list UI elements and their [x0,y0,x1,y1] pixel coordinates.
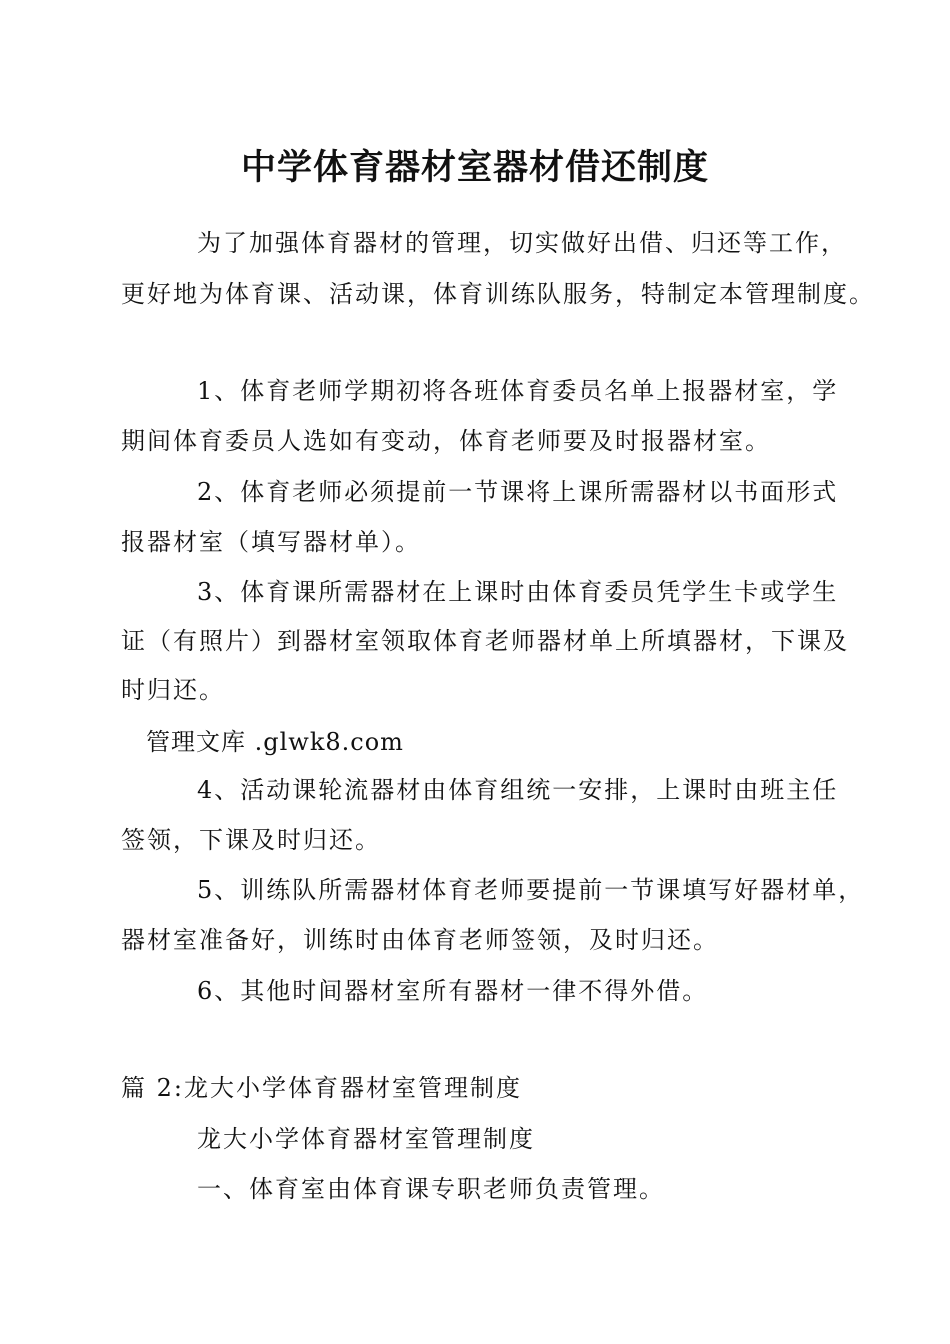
rule-5-line-2: 器材室准备好，训练时由体育老师签领，及时归还。 [121,926,719,954]
rule-2-line-1: 2、体育老师必须提前一节课将上课所需器材以书面形式 [197,478,839,506]
intro-line-2: 更好地为体育课、活动课，体育训练队服务，特制定本管理制度。 [121,280,875,308]
section-2-title: 龙大小学体育器材室管理制度 [197,1125,535,1153]
intro-line-1: 为了加强体育器材的管理，切实做好出借、归还等工作， [197,229,847,257]
rule-4-line-1: 4、活动课轮流器材由体育组统一安排，上课时由班主任 [197,776,839,804]
rule-6-line: 6、其他时间器材室所有器材一律不得外借。 [197,977,709,1005]
rule-2-line-2: 报器材室（填写器材单）。 [121,528,421,556]
document-title: 中学体育器材室器材借还制度 [240,147,709,188]
rule-3-line-2: 证（有照片）到器材室领取体育老师器材单上所填器材，下课及 [121,627,849,655]
section-2-item-1: 一、体育室由体育课专职老师负责管理。 [197,1175,665,1203]
rule-5-line-1: 5、训练队所需器材体育老师要提前一节课填写好器材单， [197,876,865,904]
library-watermark-line: 管理文库 .glwk8.com [146,728,404,756]
rule-3-line-1: 3、体育课所需器材在上课时由体育委员凭学生卡或学生 [197,578,839,606]
section-2-heading: 篇 2:龙大小学体育器材室管理制度 [121,1074,522,1102]
rule-4-line-2: 签领，下课及时归还。 [121,826,381,854]
rule-1-line-1: 1、体育老师学期初将各班体育委员名单上报器材室，学 [197,377,839,405]
rule-1-line-2: 期间体育委员人选如有变动，体育老师要及时报器材室。 [121,427,771,455]
rule-3-line-3: 时归还。 [121,676,225,704]
